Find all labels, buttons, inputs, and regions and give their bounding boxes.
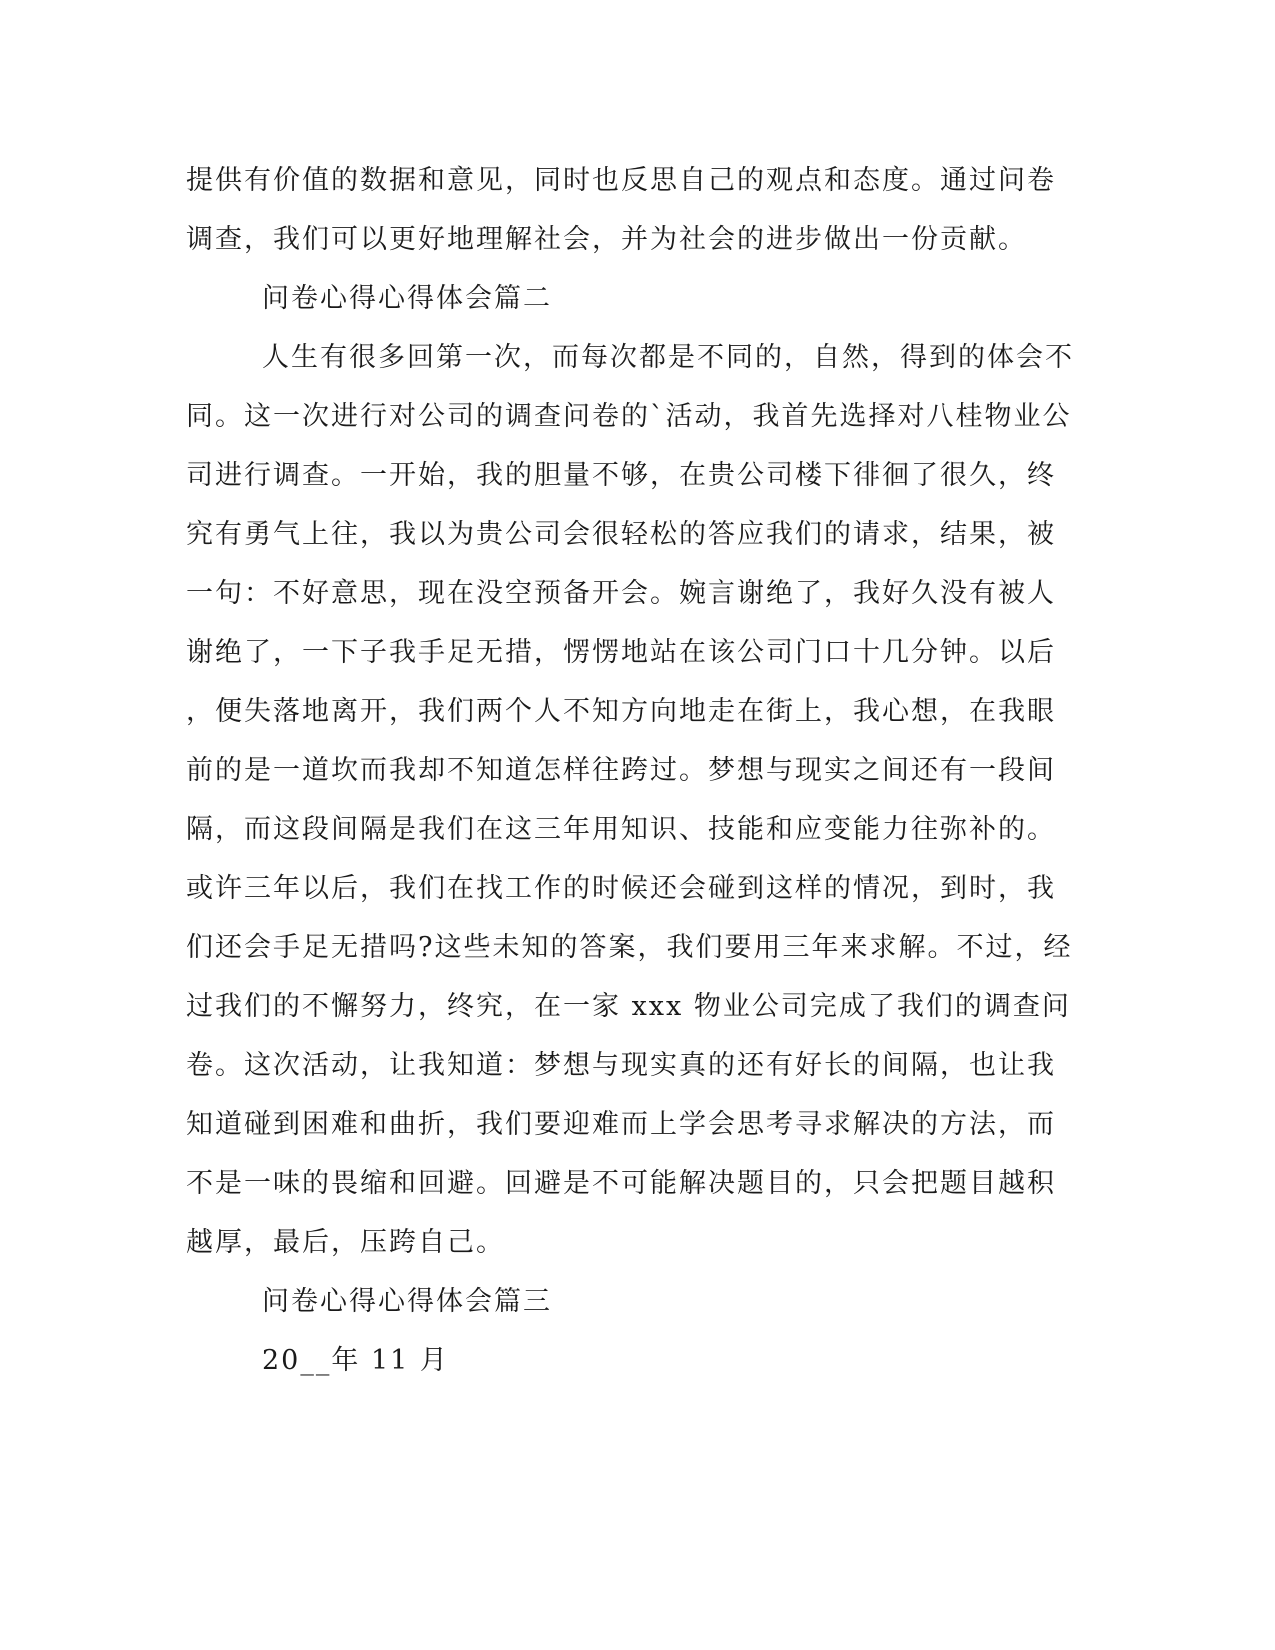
paragraph-line: 或许三年以后，我们在找工作的时候还会碰到这样的情况，到时，我 [186,873,1056,904]
paragraph-line: 一句：不好意思，现在没空预备开会。婉言谢绝了，我好久没有被人 [186,578,1056,609]
paragraph-line: 越厚，最后，压跨自己。 [186,1227,505,1258]
date-line: 20__年 11 月 [262,1345,449,1376]
paragraph-line: ，便失落地离开，我们两个人不知方向地走在街上，我心想，在我眼 [186,696,1056,727]
paragraph-line: 人生有很多回第一次，而每次都是不同的，自然，得到的体会不 [262,342,1074,373]
paragraph-line: 同。这一次进行对公司的调查问卷的`活动，我首先选择对八桂物业公 [186,401,1072,432]
paragraph-line: 前的是一道坎而我却不知道怎样往跨过。梦想与现实之间还有一段间 [186,755,1056,786]
section-heading: 问卷心得心得体会篇二 [262,283,552,314]
paragraph-line: 知道碰到困难和曲折，我们要迎难而上学会思考寻求解决的方法，而 [186,1109,1056,1140]
paragraph-line: 提供有价值的数据和意见，同时也反思自己的观点和态度。通过问卷 [186,165,1056,196]
paragraph-line: 们还会手足无措吗?这些未知的答案，我们要用三年来求解。不过，经 [186,932,1073,963]
section-heading: 问卷心得心得体会篇三 [262,1286,552,1317]
paragraph-line: 过我们的不懈努力，终究，在一家 xxx 物业公司完成了我们的调查问 [186,991,1071,1022]
paragraph-line: 司进行调查。一开始，我的胆量不够，在贵公司楼下徘徊了很久，终 [186,460,1056,491]
paragraph-line: 调查，我们可以更好地理解社会，并为社会的进步做出一份贡献。 [186,224,1027,255]
paragraph-line: 隔，而这段间隔是我们在这三年用知识、技能和应变能力往弥补的。 [186,814,1056,845]
paragraph-line: 卷。这次活动，让我知道：梦想与现实真的还有好长的间隔，也让我 [186,1050,1056,1081]
paragraph-line: 谢绝了，一下子我手足无措，愣愣地站在该公司门口十几分钟。以后 [186,637,1056,668]
paragraph-line: 不是一味的畏缩和回避。回避是不可能解决题目的，只会把题目越积 [186,1168,1056,1199]
paragraph-line: 究有勇气上往，我以为贵公司会很轻松的答应我们的请求，结果，被 [186,519,1056,550]
